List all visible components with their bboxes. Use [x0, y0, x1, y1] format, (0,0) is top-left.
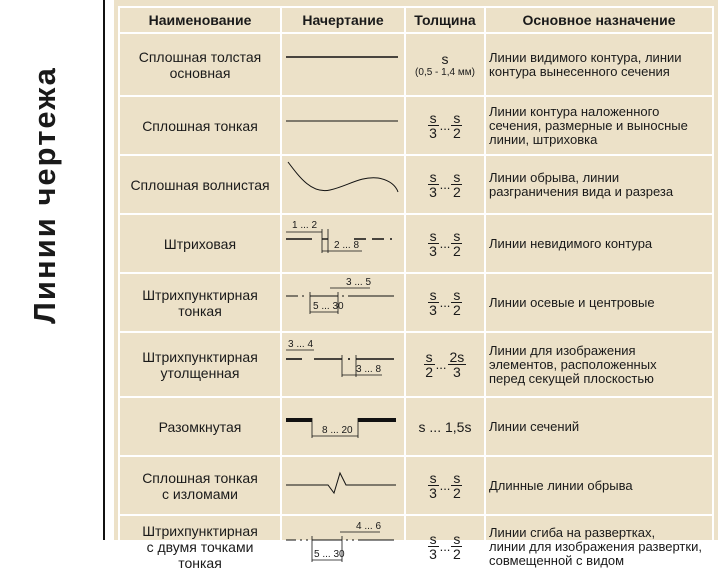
name-line: Штрихпунктирная [142, 286, 258, 303]
row-thickness [405, 155, 485, 214]
dim-label: 5 ... 30 [314, 549, 345, 560]
row-name [119, 273, 281, 332]
row-drawing [281, 397, 405, 456]
row-name [119, 456, 281, 515]
name-line: Сплошная тонкая [142, 117, 258, 134]
row-name [119, 214, 281, 273]
side-title-text: Линии чертежа [27, 66, 63, 324]
dim-label: 1 ... 2 [292, 220, 318, 231]
purpose-line: Линии контура наложенного [489, 103, 660, 119]
zigzag-line-sample [282, 457, 406, 509]
name-line: тонкая [178, 554, 222, 571]
purpose-line: Линии для изображения [489, 342, 636, 358]
purpose-line: Линии сгиба на развертках, [489, 524, 656, 540]
header-thickness: Толщина [405, 7, 485, 33]
name-line: с изломами [162, 485, 238, 502]
row-purpose [485, 214, 713, 273]
header-name: Наименование [119, 7, 281, 33]
table-row [119, 273, 713, 332]
row-purpose [485, 397, 713, 456]
table-row [119, 155, 713, 214]
table-row [119, 33, 713, 96]
header-purpose: Основное назначение [485, 7, 713, 33]
fraction: $\frac{s}{3}$ [429, 287, 437, 318]
thickness-note: (0,5 - 1,4 мм) [415, 67, 475, 78]
fraction: $\frac{s}{2}$ [453, 531, 461, 562]
side-title [20, 0, 70, 390]
ellipsis: ... [439, 295, 451, 310]
row-purpose [485, 456, 713, 515]
row-name [119, 515, 281, 578]
row-drawing [281, 332, 405, 397]
dim-label: 2 ... 8 [334, 240, 360, 251]
row-thickness [405, 515, 485, 578]
dim-label: 3 ... 4 [288, 339, 314, 350]
row-drawing [281, 515, 405, 578]
thickness-value: s [441, 51, 449, 67]
ellipsis: ... [439, 236, 451, 251]
row-purpose [485, 273, 713, 332]
name-line: основная [169, 64, 231, 81]
fraction: $\frac{s}{3}$ [429, 169, 437, 200]
wavy-line-sample [282, 156, 406, 208]
table-header-row [119, 7, 713, 33]
purpose-line: контура вынесенного сечения [489, 63, 670, 79]
vertical-rule [103, 0, 105, 540]
row-thickness [405, 397, 485, 456]
table-row [119, 397, 713, 456]
purpose-line: Линии обрыва, линии [489, 169, 620, 185]
row-name [119, 155, 281, 214]
table-row [119, 214, 713, 273]
open-line-sample [282, 398, 406, 450]
row-name [119, 33, 281, 96]
dash-dot-thick-line-sample [282, 333, 406, 391]
row-drawing [281, 155, 405, 214]
thickness-value: s ... 1,5s [418, 418, 472, 435]
row-drawing [281, 33, 405, 96]
dim-label: 5 ... 30 [313, 301, 344, 312]
fraction: $\frac{2s}{3}$ [449, 349, 465, 380]
line-types-table [118, 6, 714, 579]
ellipsis: ... [439, 478, 451, 493]
name-line: Сплошная тонкая [142, 469, 258, 486]
purpose-line: Длинные линии обрыва [489, 477, 633, 493]
purpose-line: линии для изображения развертки, [489, 538, 702, 554]
row-name [119, 397, 281, 456]
fraction: $\frac{s}{3}$ [429, 470, 437, 501]
purpose-line: Линии сечений [489, 418, 580, 434]
dim-label: 8 ... 20 [322, 425, 353, 436]
purpose-line: совмещенной с видом [489, 552, 625, 568]
fraction: $\frac{s}{2}$ [453, 287, 461, 318]
name-line: с двумя точками [146, 538, 254, 555]
row-drawing [281, 273, 405, 332]
row-drawing [281, 96, 405, 155]
fraction: $\frac{s}{2}$ [453, 228, 461, 259]
dim-label: 4 ... 6 [356, 521, 382, 532]
row-drawing [281, 214, 405, 273]
solid-thin-line-sample [282, 97, 406, 149]
row-name [119, 96, 281, 155]
purpose-line: линии, штриховка [489, 131, 598, 147]
row-name [119, 332, 281, 397]
row-purpose [485, 96, 713, 155]
dash-double-dot-line-sample [282, 516, 406, 572]
purpose-line: Линии осевые и центровые [489, 294, 655, 310]
ellipsis: ... [439, 539, 451, 554]
name-line: утолщенная [160, 364, 240, 381]
name-line: Штрихпунктирная [142, 348, 258, 365]
row-thickness [405, 96, 485, 155]
name-line: Разомкнутая [158, 418, 242, 435]
row-thickness [405, 214, 485, 273]
fraction: $\frac{s}{2}$ [425, 349, 434, 380]
fraction: $\frac{s}{3}$ [429, 110, 437, 141]
purpose-line: элементов, расположенных [489, 356, 657, 372]
row-thickness [405, 456, 485, 515]
ellipsis: ... [439, 118, 451, 133]
name-line: Сплошная волнистая [130, 176, 270, 193]
dim-label: 3 ... 8 [356, 364, 382, 375]
table-row [119, 515, 713, 578]
table-row [119, 96, 713, 155]
name-line: Штриховая [163, 235, 237, 252]
fraction: $\frac{s}{2}$ [453, 470, 461, 501]
solid-thick-line-sample [282, 34, 406, 90]
name-line: Штрихпунктирная [142, 522, 258, 539]
row-purpose [485, 332, 713, 397]
fraction: $\frac{s}{2}$ [453, 110, 461, 141]
fraction: $\frac{s}{3}$ [429, 531, 437, 562]
header-drawing: Начертание [281, 7, 405, 33]
row-thickness [405, 33, 485, 96]
purpose-line: сечения, размерные и выносные [489, 117, 688, 133]
fraction: $\frac{s}{3}$ [429, 228, 437, 259]
table-row [119, 332, 713, 397]
row-purpose [485, 155, 713, 214]
purpose-line: Линии невидимого контура [489, 235, 653, 251]
row-thickness [405, 332, 485, 397]
ellipsis: ... [439, 177, 451, 192]
ellipsis: ... [435, 357, 447, 372]
name-line: Сплошная толстая [138, 48, 262, 65]
purpose-line: Линии видимого контура, линии [489, 49, 682, 65]
purpose-line: перед секущей плоскостью [489, 370, 654, 386]
dash-dot-thin-line-sample [282, 274, 406, 326]
name-line: тонкая [178, 302, 222, 319]
dim-label: 3 ... 5 [346, 277, 372, 288]
row-purpose [485, 33, 713, 96]
row-thickness [405, 273, 485, 332]
purpose-line: разграничения вида и разреза [489, 183, 674, 199]
row-drawing [281, 456, 405, 515]
fraction: $\frac{s}{2}$ [453, 169, 461, 200]
table-row [119, 456, 713, 515]
row-purpose [485, 515, 713, 578]
dashed-line-sample [282, 215, 406, 267]
